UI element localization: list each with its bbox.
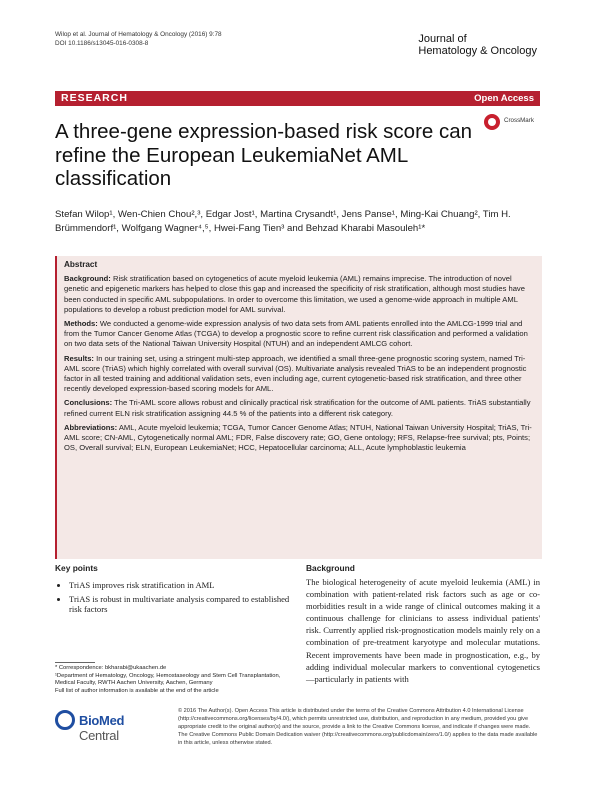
author-info-note: Full list of author information is available at the end of the article bbox=[55, 687, 219, 694]
correspondence-note bbox=[55, 662, 290, 695]
key-points bbox=[55, 563, 292, 618]
article-type-label: RESEARCH bbox=[61, 92, 128, 104]
abstract-heading: Abstract bbox=[64, 260, 98, 269]
license-text: © 2016 The Author(s). Open Access This article is distributed under the terms of the Creative Commons Attribution 4.0 International License (http://creativecommons.org/licenses/by/4.0/), which permits unrestricted use, distribution, and reproduction in any medium, provided you give appropriate credit to the original author(s) and the source, provide a link to the Creative Commons license, and indicate if changes were made. The Creative Commons Public Domain Dedication waiver (http://creativecommons.org/publicdomain/zero/1.0/) applies to the data made available in this article, unless otherwise stated. bbox=[178, 708, 538, 746]
key-point-item: • TriAS is robust in multivariate analysis compared to established risk factors bbox=[69, 594, 292, 615]
abstract-abbreviations: Abbreviations: AML, Acute myeloid leukemia; TCGA, Tumor Cancer Genome Atlas; NTUH, National Taiwan University Hospital; TriAS, Tri-AML score; CN-AML, Cytogenetically normal AML; FDR, False discovery rate; GO, Gene ontology; RFS, Relapse-free survival; pts, Points; OS, Overall survival; ELN, European LeukemiaNet; HCC, Hepatocellular carcinoma; ALL, Acute lymphoblastic leukemia bbox=[64, 422, 532, 453]
biomed-central-icon bbox=[55, 710, 75, 730]
journal-title bbox=[418, 33, 537, 57]
key-points-list bbox=[55, 580, 292, 615]
abstract-box bbox=[55, 256, 542, 559]
abstract-results: Results: In our training set, using a stringent multi-step approach, we identified a small three-gene prognostic scoring system, named Tri-AML score (TriAS) which highly correlated with overall survival (OS). Multivariate analysis revealed TriAS to be an independent prognostic factor in all tested training and additional validation sets, even including age, current cytogenetic-based risk stratification, and three other recently developed expression-based scoring models for AML. bbox=[64, 353, 527, 394]
crossmark-label: CrossMark bbox=[504, 117, 534, 124]
publisher-logo: BioMed Central bbox=[55, 710, 165, 734]
article-title: A three-gene expression-based risk score can refine the European LeukemiaNet AML classification bbox=[55, 120, 473, 190]
journal-title-line2: Hematology & Oncology bbox=[418, 45, 537, 57]
open-access-label: Open Access bbox=[474, 93, 534, 104]
article-type-band bbox=[55, 91, 540, 106]
crossmark-badge[interactable] bbox=[484, 114, 544, 136]
key-point-item: • TriAS improves risk stratification in AML bbox=[69, 580, 292, 591]
footnote-divider bbox=[55, 662, 95, 663]
background-section bbox=[306, 563, 540, 685]
citation-line: Wilop et al. Journal of Hematology & Oncology (2016) 9:78 bbox=[55, 31, 222, 38]
crossmark-icon bbox=[484, 114, 500, 130]
key-points-heading: Key points bbox=[55, 563, 98, 573]
affiliation: ¹Department of Hematology, Oncology, Hemostaseology and Stem Cell Transplantation, Medical Faculty, RWTH Aachen University, Aachen, Germany bbox=[55, 672, 281, 687]
doi-line: DOI 10.1186/s13045-016-0308-8 bbox=[55, 40, 149, 47]
abstract-methods: Methods: We conducted a genome-wide expression analysis of two data sets from AML patients enrolled into the AMLCG-1999 trial and from the Tumor Cancer Genome Atlas (TCGA) to develop a prognostic score to refine current risk classification and performed a validation on two data sets of the National Taiwan University Hospital (NTUH) and an independent AMLCG cohort. bbox=[64, 319, 528, 349]
background-heading: Background bbox=[306, 563, 355, 573]
correspondence-email: * Correspondence: bkharabi@ukaachen.de bbox=[55, 665, 167, 671]
author-list: Stefan Wilop¹, Wen-Chien Chou²,³, Edgar Jost¹, Martina Crysandt¹, Jens Panse¹, Ming-Kai Chuang², Tim H. Brümmendorf¹, Wolfgang Wagner⁴,⁵, Hwei-Fang Tien³ and Behzad Kharabi Masouleh¹* bbox=[55, 209, 511, 234]
abstract-background: Background: Risk stratification based on cytogenetics of acute myeloid leukemia (AML) remains imprecise. The introduction of novel genetic and epigenetic markers has helped to close this gap and increased the specificity of risk stratification, although most studies have been conducted in specific AML subpopulations. In order to overcome this limitation, we used a genome-wide approach in multiple AML populations to develop a robust prediction model for AML survival. bbox=[64, 274, 525, 314]
journal-title-line1: Journal of bbox=[418, 33, 467, 45]
abstract-conclusions: Conclusions: The Tri-AML score allows robust and clinically practical risk stratification for the outcome of AML patients. TriAS substantially refined current ELN risk stratification assigning 44.5 % of the patients into a different risk category. bbox=[64, 398, 531, 418]
citation-header bbox=[55, 30, 222, 48]
background-text: The biological heterogeneity of acute myeloid leukemia (AML) in combination with patient-related risk factors such as age or co-morbidities result in a wide range of clinical outcomes making it a continuous challenge for clinicians to assess individual patients' risk. Currently applied risk-prognostication models mainly rely on a combination of pre-treatment karyotype and molecular mutations. Recent improvements have been made in prognostication, e.g., by adding individual molecular markers to conventional cytogenetics—particularly in patients with bbox=[306, 577, 540, 684]
